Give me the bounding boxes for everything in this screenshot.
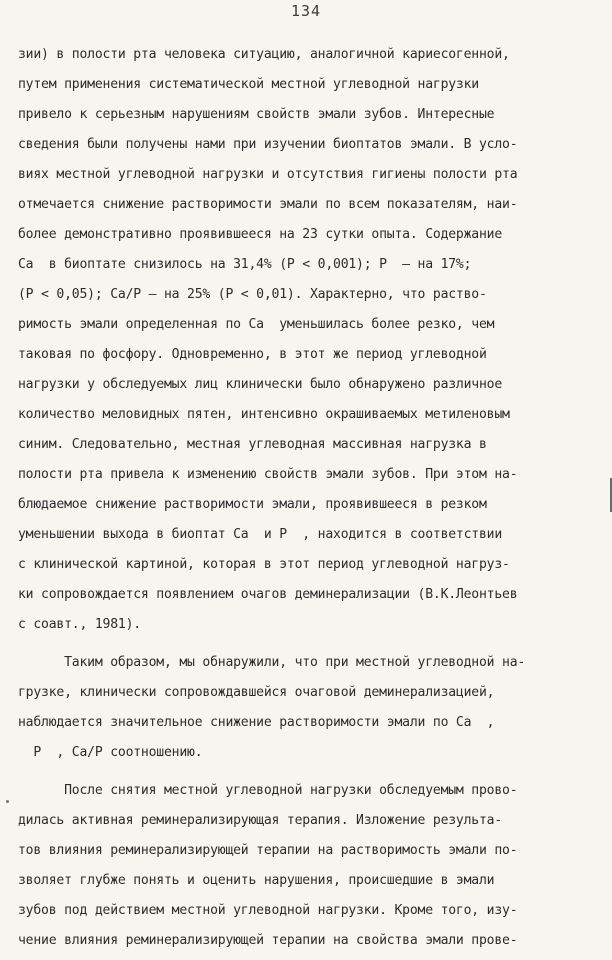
text-line: дилась активная реминерализирующая терапия. Изложение результа-	[18, 813, 503, 828]
text-line: После снятия местной углеводной нагрузки обследуемым прово-	[18, 783, 518, 798]
text-line: виях местной углеводной нагрузки и отсутствия гигиены полости рта	[18, 167, 518, 182]
text-line: Таким образом, мы обнаружили, что при местной углеводной на-	[18, 655, 526, 670]
text-line: сведения были получены нами при изучении биоптатов эмали. В усло-	[18, 137, 518, 152]
text-line: ки сопровождается появлением очагов деминерализации (В.К.Леонтьев	[18, 587, 518, 602]
text-line: отмечается снижение растворимости эмали по всем показателям, наи-	[18, 197, 518, 212]
text-line: полости рта привела к изменению свойств эмали зубов. При этом на-	[18, 467, 518, 482]
text-line: зии) в полости рта человека ситуацию, аналогичной кариесогенной,	[18, 47, 510, 62]
text-line: зволяет глубже понять и оценить нарушения, происшедшие в эмали	[18, 873, 495, 888]
text-line: P , Ca/P соотношению.	[18, 745, 203, 760]
text-line: привело к серьезным нарушениям свойств эмали зубов. Интересные	[18, 107, 495, 122]
text-line: зубов под действием местной углеводной нагрузки. Кроме того, изу-	[18, 903, 518, 918]
page-number: 134	[290, 2, 322, 20]
text-line: грузке, клинически сопровождавшейся очаговой деминерализацией,	[18, 685, 495, 700]
text-line: (P < 0,05); Ca/P – на 25% (P < 0,01). Характерно, что раство-	[18, 287, 487, 302]
text-line: тов влияния реминерализирующей терапии на растворимость эмали по-	[18, 843, 518, 858]
text-line: более демонстративно проявившееся на 23 сутки опыта. Содержание	[18, 227, 503, 242]
text-line: таковая по фосфору. Одновременно, в этот же период углеводной	[18, 347, 487, 362]
text-line: блюдаемое снижение растворимости эмали, проявившееся в резком	[18, 497, 487, 512]
scan-speck	[6, 800, 9, 803]
text-line: римость эмали определенная по Ca уменьшилась более резко, чем	[18, 317, 495, 332]
text-line: уменьшении выхода в биоптат Ca и P , находится в соответствии	[18, 527, 503, 542]
text-line: с соавт., 1981).	[18, 617, 141, 632]
text-line: количество меловидных пятен, интенсивно окрашиваемых метиленовым	[18, 407, 510, 422]
text-line: путем применения систематической местной углеводной нагрузки	[18, 77, 479, 92]
text-line: Ca в биоптате снизилось на 31,4% (P < 0,001); P – на 17%;	[18, 257, 472, 272]
text-line: синим. Следовательно, местная углеводная массивная нагрузка в	[18, 437, 487, 452]
text-line: чение влияния реминерализирующей терапии на свойства эмали прове-	[18, 933, 518, 948]
text-line: наблюдается значительное снижение растворимости эмали по Ca ,	[18, 715, 495, 730]
text-line: нагрузки у обследуемых лиц клинически было обнаружено различное	[18, 377, 503, 392]
text-line: с клинической картиной, которая в этот период углеводной нагруз-	[18, 557, 510, 572]
